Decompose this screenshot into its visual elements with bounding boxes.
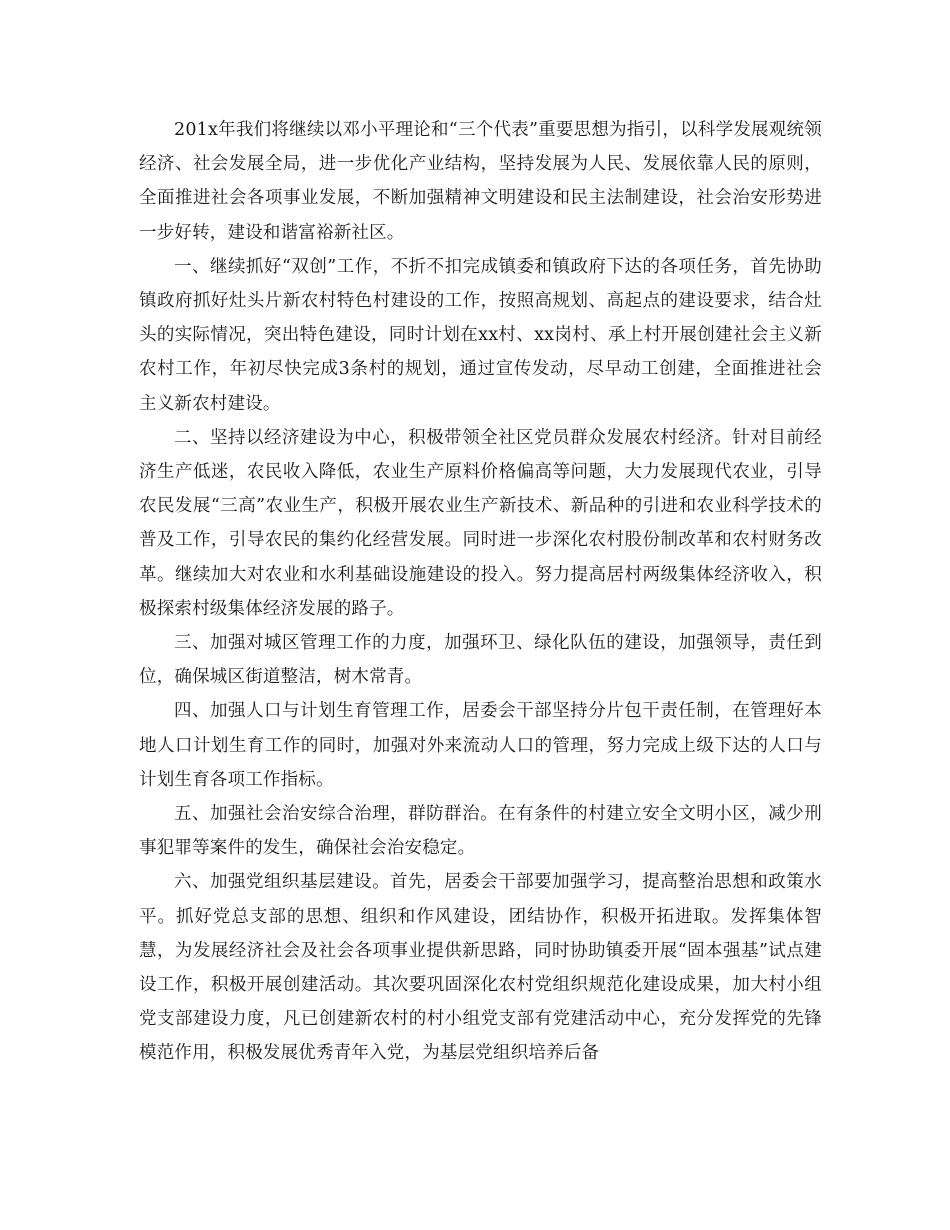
paragraph-item-1: 一、继续抓好“双创”工作，不折不扣完成镇委和镇政府下达的各项任务，首先协助镇政府抓好灶头片新农村特色村建设的工作，按照高规划、高起点的建设要求，结合灶头的实际情况，突出特色建设，同时计划在xx村、xx岗村、承上村开展创建社会主义新农村工作，年初尽快完成3条村的规划，通过宣传发动，尽早动工创建，全面推进社会主义新农村建设。 xyxy=(139,256,822,414)
document-body xyxy=(139,113,822,1071)
paragraph-intro: 201x年我们将继续以邓小平理论和“三个代表”重要思想为指引，以科学发展观统领经济、社会发展全局，进一步优化产业结构，坚持发展为人民、发展依靠人民的原则，全面推进社会各项事业发展，不断加强精神文明建设和民主法制建设，社会治安形势进一步好转，建设和谐富裕新社区。 xyxy=(139,120,822,243)
paragraph-item-5: 五、加强社会治安综合治理，群防群治。在有条件的村建立安全文明小区，减少刑事犯罪等案件的发生，确保社会治安稳定。 xyxy=(139,804,822,859)
paragraph-item-3: 三、加强对城区管理工作的力度，加强环卫、绿化队伍的建设，加强领导，责任到位，确保城区街道整洁，树木常青。 xyxy=(139,633,822,688)
paragraph-item-6: 六、加强党组织基层建设。首先，居委会干部要加强学习，提高整治思想和政策水平。抓好党总支部的思想、组织和作风建设，团结协作，积极开拓进取。发挥集体智慧，为发展经济社会及社会各项事业提供新思路，同时协助镇委开展“固本强基”试点建设工作，积极开展创建活动。其次要巩固深化农村党组织规范化建设成果，加大村小组党支部建设力度，凡已创建新农村的村小组党支部有党建活动中心，充分发挥党的先锋模范作用，积极发展优秀青年入党，为基层党组织培养后备 xyxy=(139,872,822,1064)
paragraph-item-2: 二、坚持以经济建设为中心，积极带领全社区党员群众发展农村经济。针对目前经济生产低迷，农民收入降低，农业生产原料价格偏高等问题，大力发展现代农业，引导农民发展“三高”农业生产，积极开展农业生产新技术、新品种的引进和农业科学技术的普及工作，引导农民的集约化经营发展。同时进一步深化农村股份制改革和农村财务改革。继续加大对农业和水利基础设施建设的投入。努力提高居村两级集体经济收入，积极探索村级集体经济发展的路子。 xyxy=(139,427,822,619)
paragraph-item-4: 四、加强人口与计划生育管理工作，居委会干部坚持分片包干责任制，在管理好本地人口计划生育工作的同时，加强对外来流动人口的管理，努力完成上级下达的人口与计划生育各项工作指标。 xyxy=(139,701,822,790)
